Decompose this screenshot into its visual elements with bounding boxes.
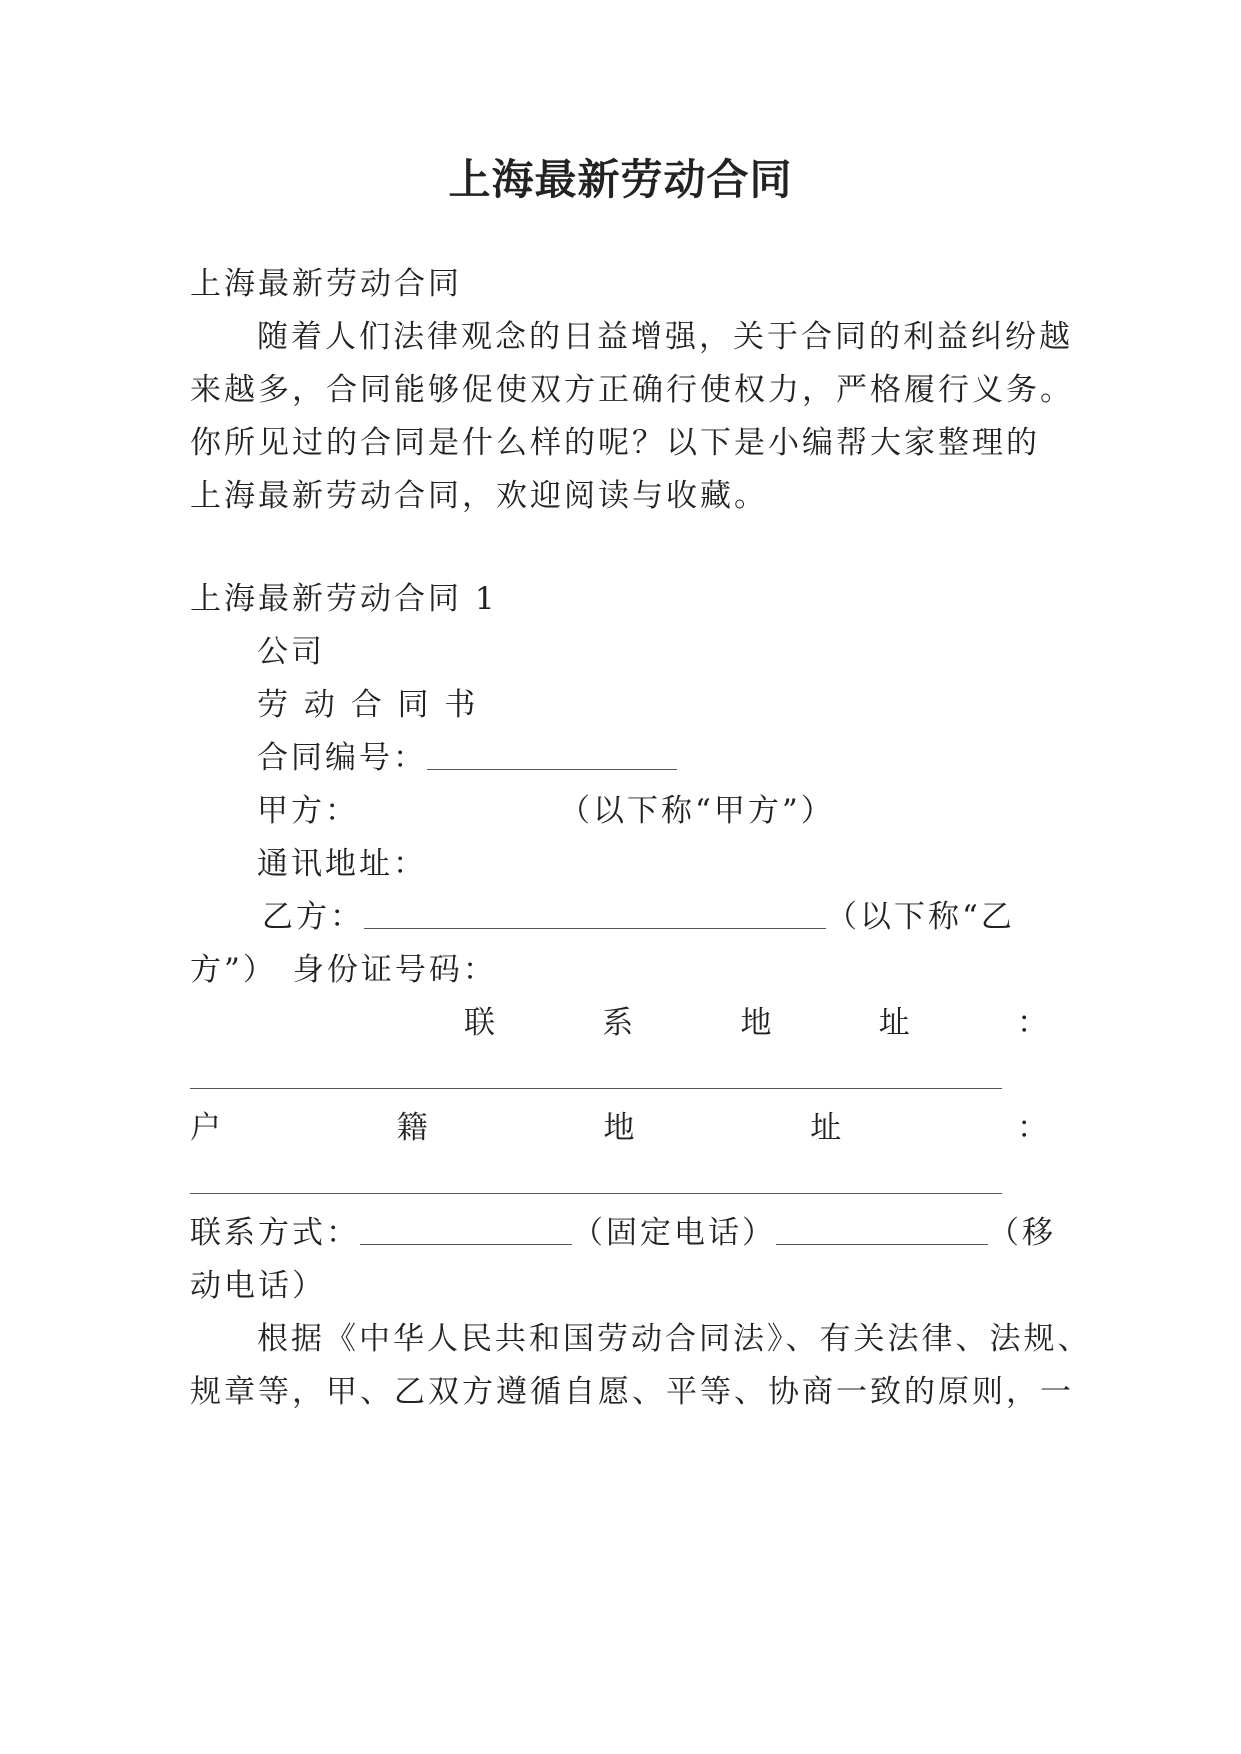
party-a-note: （以下称“甲方”） (559, 793, 835, 829)
contact-address-char: 址 (878, 1005, 910, 1041)
household-address-char: 址 (810, 1110, 842, 1146)
party-b-row (262, 895, 1015, 939)
contact-address-char: 联 (464, 1005, 495, 1041)
basis-line-2: 规章等，甲、乙双方遵循自愿、平等、协商一致的原则，一 (190, 1374, 1074, 1410)
mobile-blank (776, 1218, 988, 1245)
id-number-label: 身份证号码： (292, 952, 497, 988)
contact-address-char: 系 (602, 1005, 634, 1041)
household-address-char: 地 (603, 1110, 635, 1146)
contract-number-row (257, 736, 677, 780)
household-address-char: 籍 (396, 1110, 428, 1146)
party-a-row (257, 789, 835, 833)
intro-line-3: 你所见过的合同是什么样的呢？以下是小编帮大家整理的 (190, 425, 1040, 461)
landline-blank (360, 1218, 572, 1245)
intro-line-4: 上海最新劳动合同，欢迎阅读与收藏。 (190, 478, 768, 514)
document-title: 上海最新劳动合同 (448, 155, 793, 204)
contact-method-row (190, 1211, 1056, 1255)
id-row (190, 948, 497, 992)
intro-line-2: 来越多，合同能够促使双方正确行使权力，严格履行义务。 (190, 372, 1074, 408)
party-b-note-cont: 方”） (190, 952, 277, 988)
party-b-blank (364, 902, 826, 929)
contract-number-blank (427, 743, 677, 770)
section-heading: 上海最新劳动合同 1 (190, 581, 498, 617)
document-name: 劳 动 合 同 书 (257, 687, 479, 723)
subtitle: 上海最新劳动合同 (190, 266, 462, 302)
mobile-note-start: （移 (988, 1215, 1056, 1251)
party-a-label: 甲方： (257, 793, 359, 829)
household-address-char: ： (1017, 1110, 1048, 1146)
company-line: 公司 (257, 634, 325, 670)
landline-note: （固定电话） (572, 1215, 776, 1251)
household-address-row (190, 1106, 1048, 1150)
household-address-char: 户 (190, 1110, 221, 1146)
mobile-note-end: 动电话） (190, 1268, 326, 1304)
party-b-label: 乙方： (262, 899, 364, 935)
address-row: 通讯地址： (257, 846, 427, 882)
household-address-blank (190, 1193, 1002, 1194)
party-b-note: （以下称“乙 (826, 899, 1015, 935)
contract-number-label: 合同编号： (257, 740, 427, 776)
contact-address-row (464, 1001, 1048, 1045)
contact-address-char: 地 (740, 1005, 772, 1041)
contact-address-blank (190, 1088, 1002, 1089)
basis-line-1: 根据《中华人民共和国劳动合同法》、有关法律、法规、 (257, 1321, 1092, 1357)
contact-method-label: 联系方式： (190, 1215, 360, 1251)
intro-line-1: 随着人们法律观念的日益增强，关于合同的利益纠纷越 (257, 319, 1073, 355)
contact-address-char: ： (1017, 1005, 1048, 1041)
